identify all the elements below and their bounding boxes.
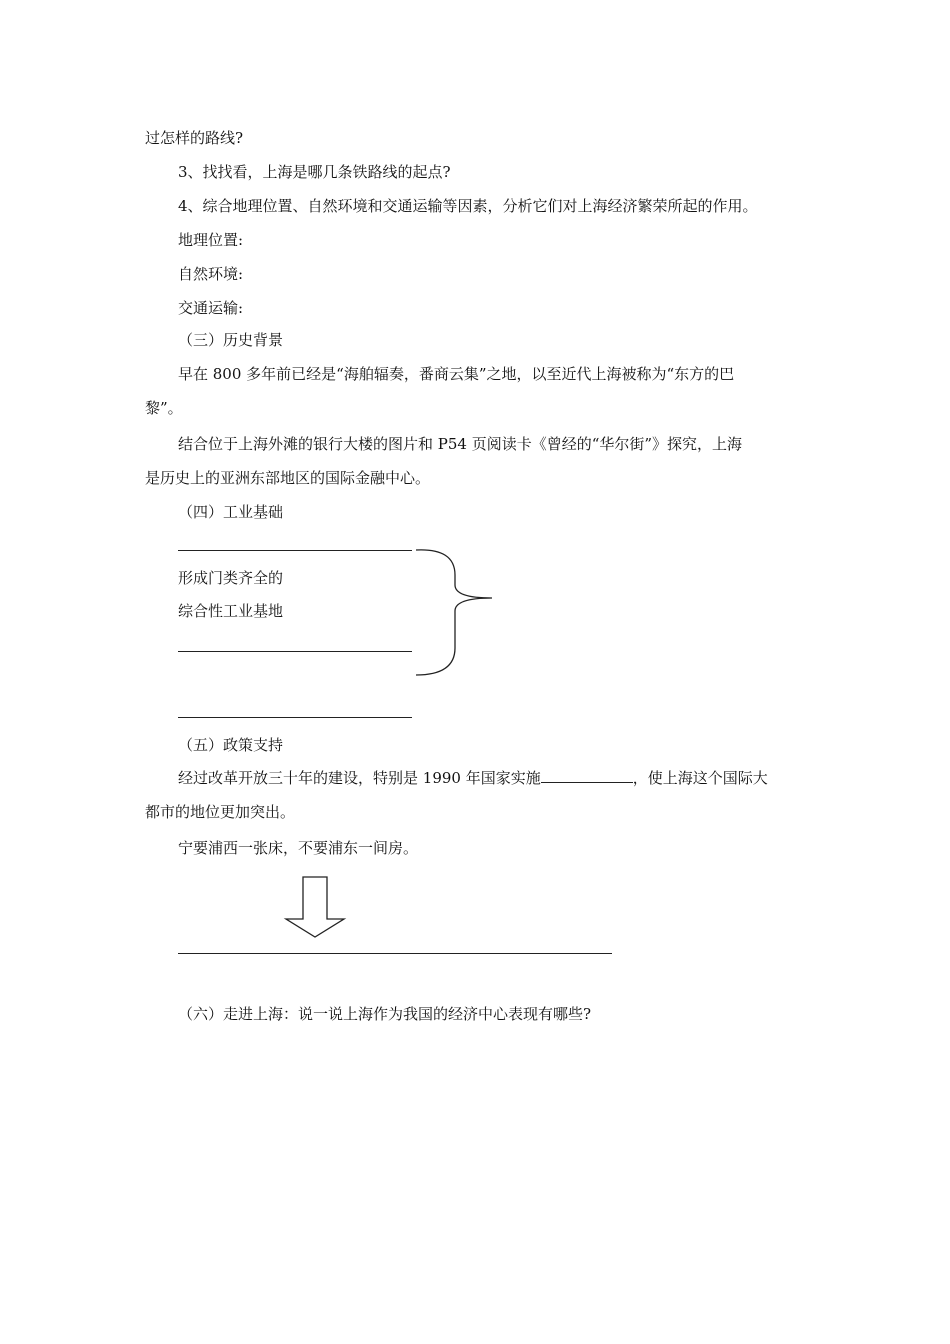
text-segment: ，使上海这个国际大 bbox=[632, 769, 768, 787]
curly-brace bbox=[416, 550, 492, 675]
text-line: 早在 800 多年前已经是“海舶辐奏，番商云集”之地，以至近代上海被称为“东方的巴 bbox=[178, 365, 735, 383]
question-4: 4、综合地理位置、自然环境和交通运输等因素，分析它们对上海经济繁荣所起的作用。 bbox=[178, 197, 758, 215]
text-line: 是历史上的亚洲东部地区的国际金融中心。 bbox=[145, 469, 431, 487]
section-heading-explore: （六）走进上海：说一说上海作为我国的经济中心表现有哪些? bbox=[178, 1005, 592, 1023]
text-line bbox=[178, 768, 768, 788]
label-transport: 交通运输: bbox=[178, 299, 244, 317]
down-arrow-icon bbox=[286, 877, 344, 937]
text-line: 黎”。 bbox=[145, 399, 183, 417]
section-heading-industry: （四）工业基础 bbox=[178, 503, 284, 521]
text-segment: 经过改革开放三十年的建设，特别是 1990 年国家实施 bbox=[178, 769, 541, 787]
label-natural-env: 自然环境: bbox=[178, 265, 244, 283]
text-line: 综合性工业基地 bbox=[178, 602, 284, 620]
question-3: 3、找找看，上海是哪几条铁路线的起点? bbox=[178, 163, 451, 181]
fill-in-blank bbox=[541, 768, 633, 783]
text-line: 形成门类齐全的 bbox=[178, 569, 284, 587]
answer-line bbox=[178, 953, 612, 954]
text-line: 结合位于上海外滩的银行大楼的图片和 P54 页阅读卡《曾经的“华尔街”》探究，上海 bbox=[178, 435, 743, 453]
section-heading-history: （三）历史背景 bbox=[178, 331, 284, 349]
section-heading-policy: （五）政策支持 bbox=[178, 736, 284, 754]
text-line: 过怎样的路线? bbox=[145, 129, 244, 147]
text-line: 宁要浦西一张床，不要浦东一间房。 bbox=[178, 839, 419, 857]
text-line: 都市的地位更加突出。 bbox=[145, 803, 296, 821]
label-geo-location: 地理位置: bbox=[178, 231, 244, 249]
